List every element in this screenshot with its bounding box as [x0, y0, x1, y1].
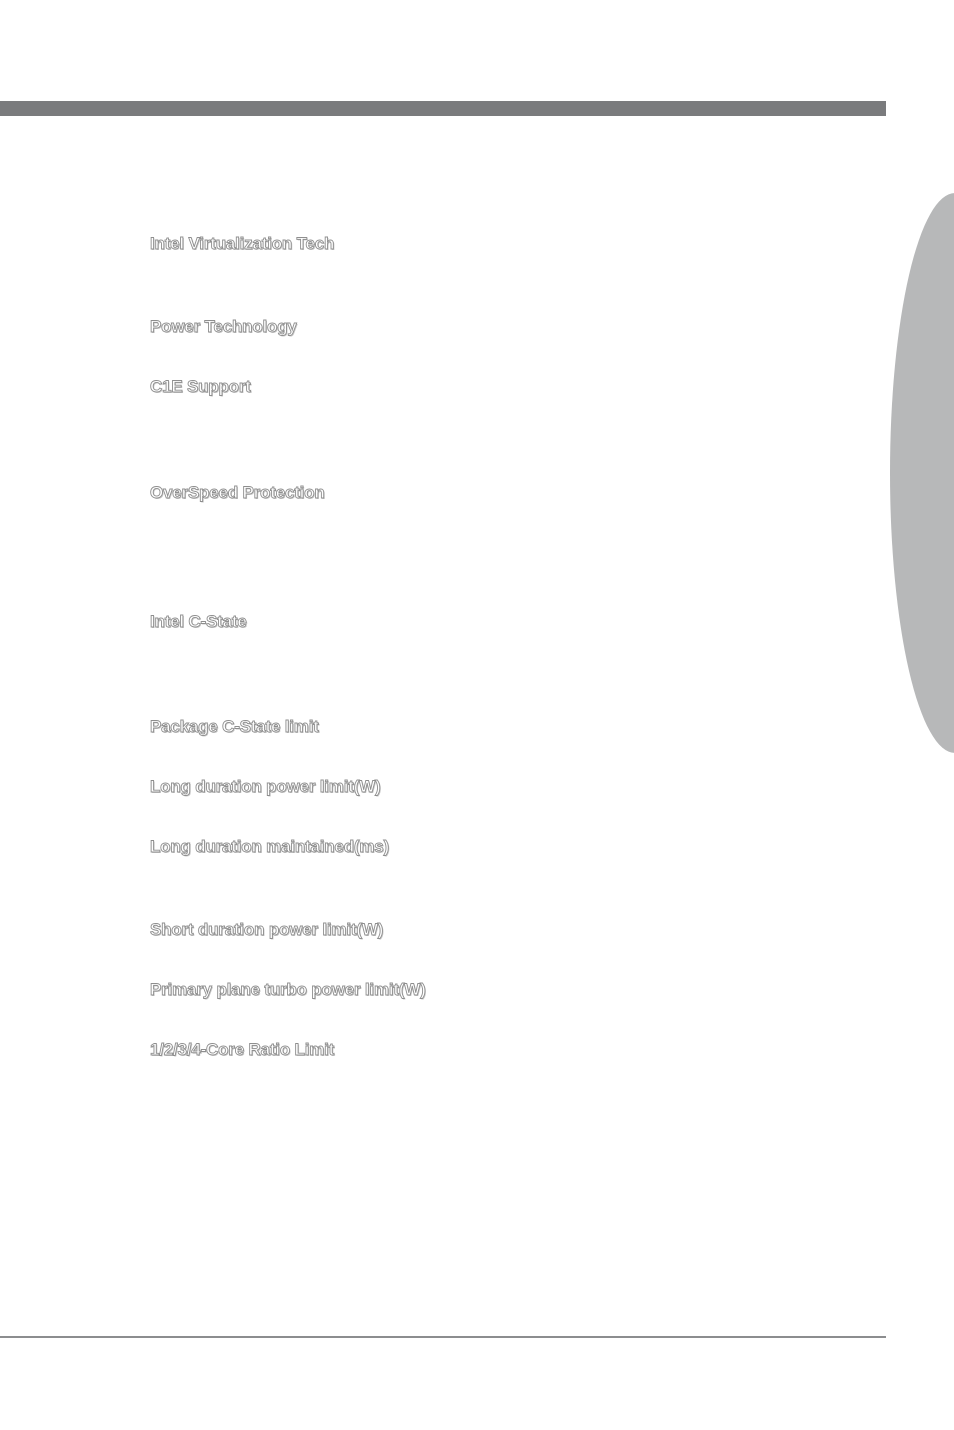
item-label-intel-c-state: Intel C-State [150, 612, 247, 631]
item-label-long-duration-power-limit: Long duration power limit(W) [150, 777, 381, 796]
chapter-side-tab [890, 193, 954, 753]
item-label-overspeed-protection: OverSpeed Protection [150, 483, 325, 502]
item-label-power-technology: Power Technology [150, 317, 297, 336]
item-label-short-duration-power-limit: Short duration power limit(W) [150, 920, 384, 939]
footer-rule [0, 1336, 886, 1338]
header-bar [0, 101, 886, 116]
item-label-c1e-support: C1E Support [150, 377, 251, 396]
item-label-long-duration-maintained: Long duration maintained(ms) [150, 837, 390, 856]
item-label-intel-virtualization-tech: Intel Virtualization Tech [150, 234, 335, 253]
item-label-primary-plane-turbo-power-limit: Primary plane turbo power limit(W) [150, 980, 426, 999]
item-label-package-c-state-limit: Package C-State limit [150, 717, 319, 736]
item-label-core-ratio-limit: 1/2/3/4-Core Ratio Limit [150, 1040, 335, 1059]
